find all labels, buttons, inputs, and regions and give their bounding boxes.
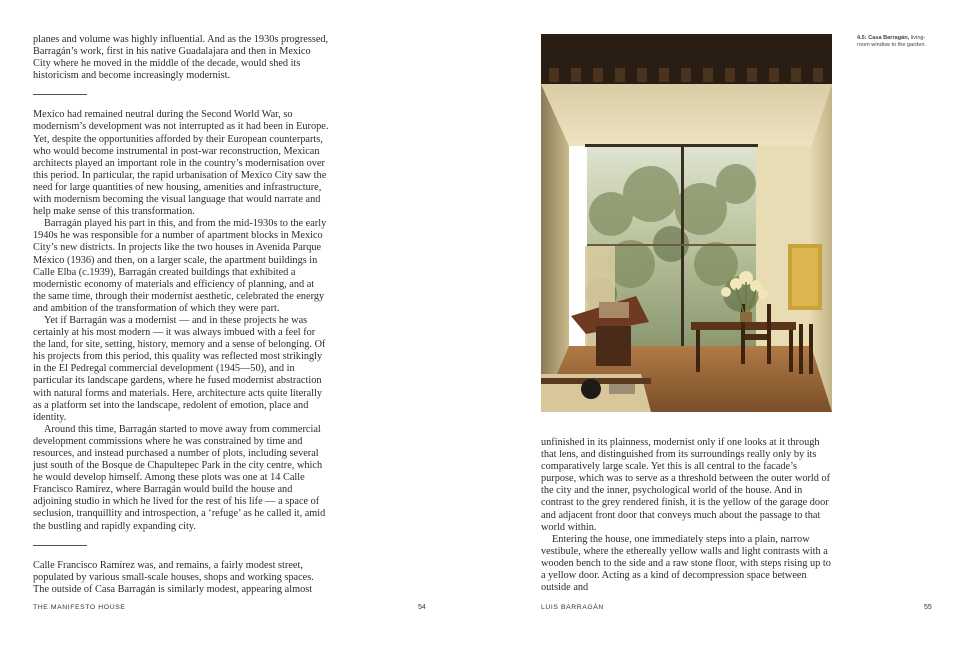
paragraph: planes and volume was highly influential. And as the 1930s progressed, Barragán’s work, first in his native Guadalajara and then in Mexico City where he moved in the middle of the decade, would shed its historicism and become increasingly modernist. xyxy=(33,34,329,82)
paragraph: unfinished in its plainness, modernist only if one looks at it through that lens, and distinguished from its surroundings really only by its comparatively large scale. Yet this is all central to the facade’s purpose, which was to serve as a threshold between the outer world of the city and the inner, psychological world of the house. And in contrast to the grey rendered finish, it is the yellow of the garage door and adjacent front door that conveys much about the passage to that world within. xyxy=(541,437,831,533)
paragraph: Mexico had remained neutral during the Second World War, so modernism’s development was not interrupted as it had been in Europe. Yet, despite the opportunities afforded by their European counterparts, who would become instrumental in post-war reconstruction, Mexican architects played an important role in the country’s modernisation over this period. In particular, the rapid urbanisation of Mexico City saw the need for large quantities of new housing, amenities and infrastructure, with modernism becoming the visual language that would narrate and help make sense of this transformation. xyxy=(33,109,329,218)
paragraph: Barragán played his part in this, and from the mid-1930s to the early 1940s he was responsible for a number of apartment blocks in Mexico City’s new districts. In projects like the two houses in Avenida Parque México (1936) and then, on a larger scale, the apartment buildings in Calle Elba (c.1939), Barragán created buildings that exhibited a modernistic economy of materials and efficiency of planning, and at the same time, through their modernist aesthetic, celebrated the energy and ambition of the transformation of which they were part. xyxy=(33,218,327,314)
paragraph: Around this time, Barragán started to move away from commercial development commissions where he was constrained by time and resources, and instead purchased a number of plots, including several just south of the Bosque de Chapultepec Park in the city centre, which he would develop himself. Among these plots was one at 14 Calle Francisco Ramírez, where Barragán would build the house and adjoining studio in which he lived for the rest of his life — a space of seclusion, tranquillity and introspection, a ‘refuge’ as he called it, amid the bustling and rapidly expanding city. xyxy=(33,423,326,532)
photo-caption xyxy=(857,35,937,49)
casa-barragan-photo xyxy=(541,34,832,412)
paragraph: Entering the house, one immediately steps into a plain, narrow vestibule, where the ethereally yellow walls and light contrasts with a wooden bench to the side and a raw stone floor, with steps rising up to a yellow door. Acting as a kind of decompression space between outside and xyxy=(541,533,831,594)
paragraph: Yet if Barragán was a modernist — and in these projects he was certainly at his most modern — it was always imbued with a feel for the land, for site, setting, history, memory and a sense of belonging. Of his projects from this period, this quality was reflected most strikingly in the El Pedregal commercial development (1945—50), and in particular its landscape gardens, where he fused modernist abstraction with natural forms and materials. Here, architecture acts quite literally as a platform set into the landscape, redolent of emotion, place and identity. xyxy=(33,314,326,423)
running-footer-right: LUIS BARRAGÁN xyxy=(541,604,604,611)
page-number-left: 54 xyxy=(418,604,426,611)
running-footer-left: THE MANIFESTO HOUSE xyxy=(33,604,126,611)
right-page-text xyxy=(541,437,833,594)
paragraph: Calle Francisco Ramírez was, and remains, a fairly modest street, populated by various small-scale houses, shops and working spaces. The outside of Casa Barragán is similarly modest, appearing almost xyxy=(33,559,314,595)
section-divider xyxy=(33,545,87,546)
caption-label: 4.5: Casa Barragán, xyxy=(857,35,910,41)
caption-text: living-room window to the garden. xyxy=(857,35,927,48)
left-page-text xyxy=(33,34,329,596)
section-divider xyxy=(33,94,87,95)
page-number-right: 55 xyxy=(924,604,932,611)
